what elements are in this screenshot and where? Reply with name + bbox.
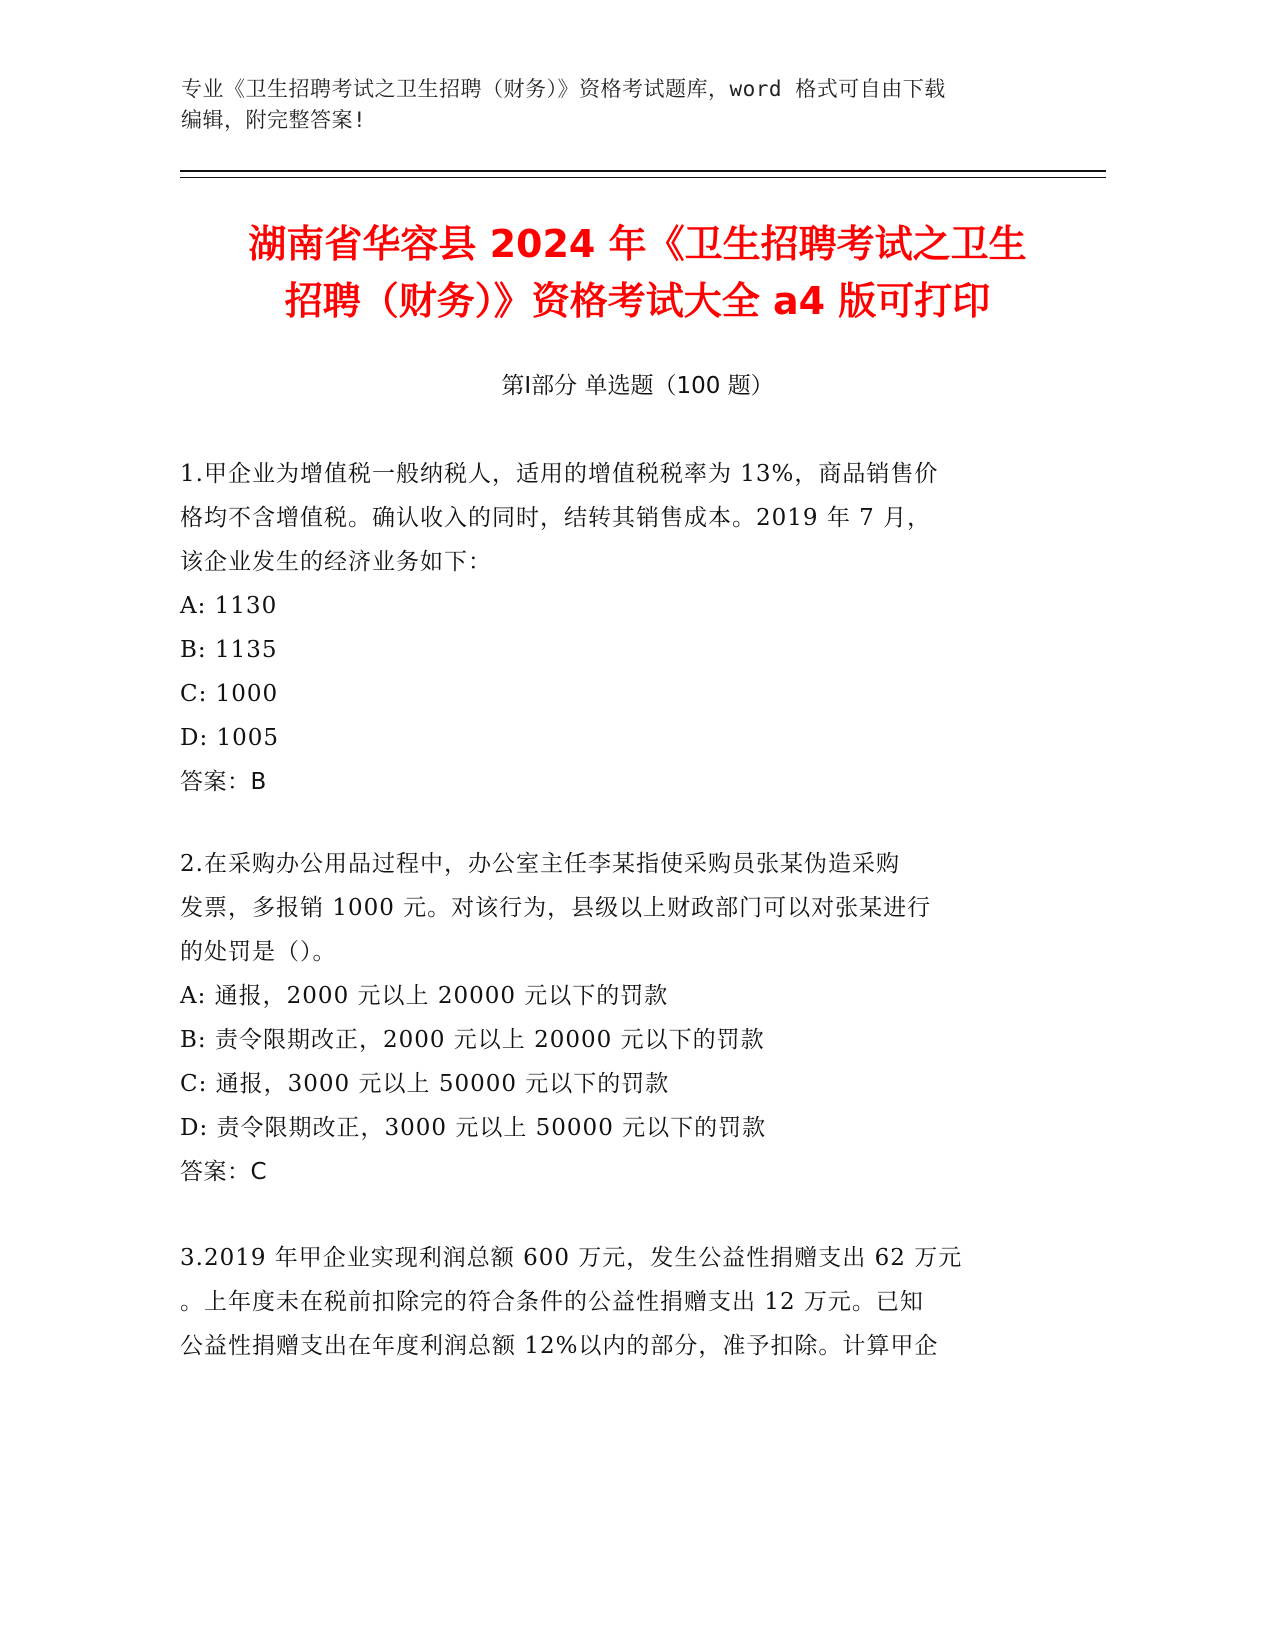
question-text-line: 2.在采购办公用品过程中，办公室主任李某指使采购员张某伪造采购	[180, 851, 900, 877]
question-text-line: 格均不含增值税。确认收入的同时，结转其销售成本。2019 年 7 月，	[180, 505, 932, 531]
question-text-line: 发票，多报销 1000 元。对该行为，县级以上财政部门可以对张某进行	[180, 895, 932, 921]
question-2	[180, 842, 1060, 1194]
question-3	[180, 1236, 1060, 1368]
question-text-line: 该企业发生的经济业务如下：	[180, 549, 492, 575]
header-note-line: 编辑，附完整答案!	[181, 108, 367, 132]
question-text-line: 3.2019 年甲企业实现利润总额 600 万元，发生公益性捐赠支出 62 万元	[180, 1245, 963, 1271]
option-a: A: 通报，2000 元以上 20000 元以下的罚款	[180, 983, 669, 1009]
title-line: 招聘（财务）》资格考试大全 a4 版可打印	[284, 279, 991, 323]
title-line: 湖南省华容县 2024 年《卫生招聘考试之卫生	[248, 222, 1027, 266]
question-text-line: 。上年度未在税前扣除完的符合条件的公益性捐赠支出 12 万元。已知	[180, 1289, 924, 1315]
question-1	[180, 452, 1060, 804]
option-b: B: 责令限期改正，2000 元以上 20000 元以下的罚款	[180, 1027, 765, 1053]
answer: 答案：B	[180, 769, 267, 795]
header-rule	[180, 170, 1106, 172]
header-note	[181, 74, 1061, 136]
question-text-line: 的处罚是（）。	[180, 939, 337, 965]
question-text-line: 1.甲企业为增值税一般纳税人，适用的增值税税率为 13%，商品销售价	[180, 461, 939, 487]
header-note-line: 专业《卫生招聘考试之卫生招聘（财务）》资格考试题库，word 格式可自由下载	[181, 77, 946, 101]
answer: 答案：C	[180, 1159, 268, 1185]
question-text-line: 公益性捐赠支出在年度利润总额 12%以内的部分，准予扣除。计算甲企	[180, 1333, 939, 1359]
option-c: C: 1000	[180, 681, 279, 707]
option-d: D: 责令限期改正，3000 元以上 50000 元以下的罚款	[180, 1115, 767, 1141]
option-a: A: 1130	[180, 593, 278, 619]
option-c: C: 通报，3000 元以上 50000 元以下的罚款	[180, 1071, 670, 1097]
header-rule-thin	[180, 177, 1106, 178]
document-title	[150, 216, 1125, 330]
option-b: B: 1135	[180, 637, 278, 663]
option-d: D: 1005	[180, 725, 280, 751]
section-heading: 第Ⅰ部分 单选题（100 题）	[501, 373, 774, 399]
